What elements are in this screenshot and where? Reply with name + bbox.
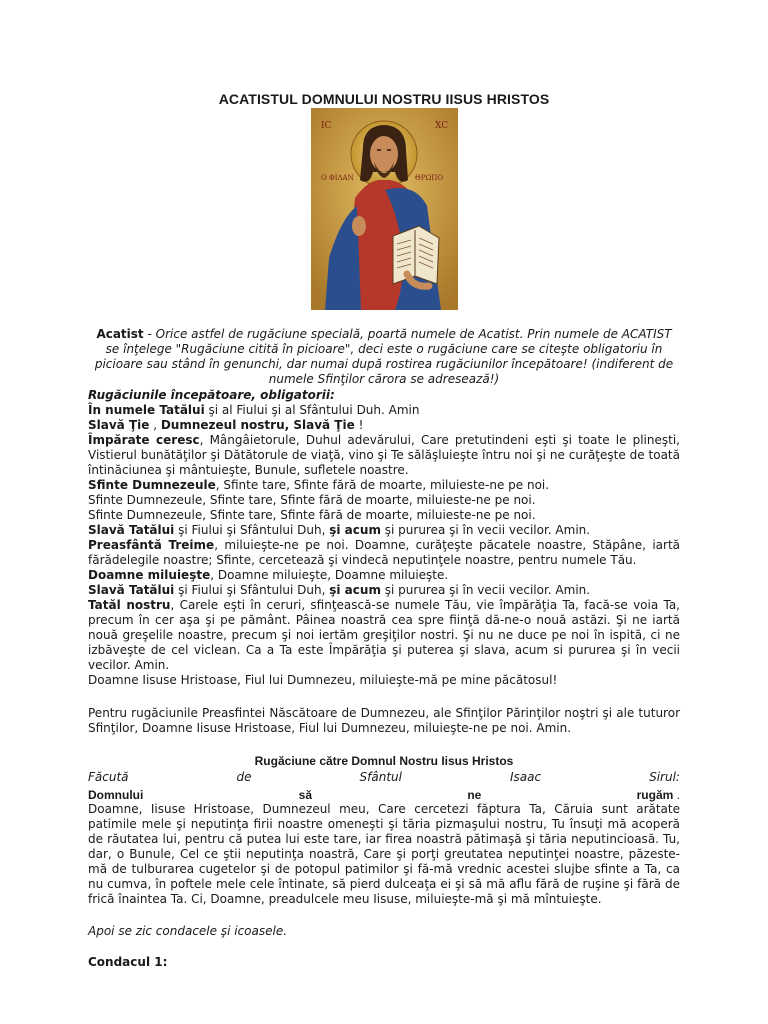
prayer-trisagion-3: Sfinte Dumnezeule, Sfinte tare, Sfinte fără de moarte, miluieste-ne pe noi. [88, 508, 536, 522]
inscription-right-label: ΘΡΩΠΟ [415, 174, 444, 182]
prayer-glory-2: Slavă Tatălui şi Fiului şi Sfântului Duh, şi acum şi pururea şi în vecii vecilor. Amin. [88, 583, 591, 597]
let-us-pray-line: Domnului să ne rugăm . [88, 788, 680, 802]
inscription-xc: XC [435, 121, 449, 131]
document-title: ACATISTUL DOMNULUI NOSTRU IISUS HRISTOS [218, 91, 550, 107]
prayers-heading: Rugăciunile începătoare, obligatorii: [88, 388, 335, 402]
prayer-line-1: În numele Tatălui şi al Fiului şi al Sfântului Duh. Amin [88, 403, 420, 417]
condacs-note: Apoi se zic condacele şi icoasele. [88, 924, 288, 938]
prayer-heavenly-king: Împărate ceresc, Mângâietorule, Duhul adevărului, Care pretutindeni eşti şi toate le plineşti, Vistierul bunătăţilor şi Dătătorule de viaţă, vino şi Te sălăşluieşte întru noi şi ne curăţeşte de toată întinăciunea şi mântuieşte, Bunule, sufletele noastre. [88, 433, 680, 477]
opening-prayers [88, 388, 680, 688]
prayer-holy-trinity: Preasfântă Treime, miluieşte-ne pe noi. Doamne, curăţeşte păcatele noastre, Stăpâne, iartă fărădelegile noastre; Sfinte, cercetează şi vindecă neputinţele noastre, pentru numele Tău. [88, 538, 681, 567]
prayer-line-2: Slavă Ţie , Dumnezeul nostru, Slavă Ţie ! [88, 418, 364, 432]
isaac-prayer-heading: Rugăciune către Domnul Nostru Iisus Hristos [254, 754, 514, 768]
icon-of-christ-image [311, 108, 458, 310]
intro-text: - Orice astfel de rugăciune specială, poartă numele de Acatist. Prin numele de ACATIST se înţelege "Rugăciune citită în picioare", deci este o rugăciune care se citeşte obligatoriu în picioare sau stând în genunchi, dar numai după rostirea rugăciunilor începătoare! (indiferent de numele Sfinţilor cărora se adresează!) [94, 327, 674, 386]
prayer-our-father: Tatăl nostru, Carele eşti în ceruri, sfinţească-se numele Tău, vie împărăţia Ta, facă-se voia Ta, precum în cer aşa şi pe pământ. Pâinea noastră cea spre fiinţă dă-ne-o nouă astăzi. Şi ne iartă nouă greşelile noastre, precum şi noi iertăm greşiţilor nostri. Şi nu ne duce pe noi în ispită, ci ne izbăveşte de cel viclean. Ca a Ta este Împărăţia şi puterea şi slava, acum si pururea şi în vecii vecilor. Amin. [88, 598, 680, 672]
blessing-hand [352, 216, 366, 236]
prayer-glory-1: Slavă Tatălui şi Fiului şi Sfântului Duh, şi acum şi pururea şi în vecii vecilor. Amin. [88, 523, 591, 537]
prayer-trisagion-2: Sfinte Dumnezeule, Sfinte tare, Sfinte fără de moarte, miluieste-ne pe noi. [88, 493, 536, 507]
prayer-lord-have-mercy: Doamne miluieşte, Doamne miluieşte, Doamne miluieşte. [88, 568, 449, 582]
intercession-paragraph: Pentru rugăciunile Preasfintei Născătoare de Dumnezeu, ale Sfinţilor Părinţilor noştri şi ale tuturor Sfinţilor, Doamne Iisuse Hristoase, Fiul lui Dumnezeu, miluieşte-ne pe noi. Amin. [88, 706, 680, 735]
inscription-left-label: O ΦΙΛΑΝ [321, 174, 354, 182]
inscription-ic: IC [321, 121, 332, 131]
made-by-line: Făcută de Sfântul Isaac Sirul: [88, 770, 680, 784]
isaac-prayer-body: Doamne, Iisuse Hristoase, Dumnezeul meu, Care cercetezi făptura Ta, Căruia sunt arătate patimile mele şi neputinţa firii noastre omeneşti şi tăria pizmaşului nostru, Tu însuţi mă acoperă de răutatea lui, pentru că putea lui este tare, iar firea noastră pătimaşă şi tăria neputincioasă. Tu, dar, o Bunule, Cel ce ştii neputinţa noastră, Care şi porţi greutatea neputinţei noastre, păzeste-mă de tulburarea cugetelor şi de potopul patimilor şi fă-mă vrednic acestei slujbe sfinte a Ta, ca nu cumva, în poftele mele cele întinate, să pierd dulceaţa ei şi să mă aflu fără de ruşine şi fără de frică înaintea Ta. Ci, Doamne, preadulcele meu Iisuse, miluieşte-mă şi mă mîntuieşte. [88, 802, 680, 906]
prayer-trisagion-1: Sfinte Dumnezeule, Sfinte tare, Sfinte fără de moarte, miluieste-ne pe noi. [88, 478, 550, 492]
face [370, 136, 398, 172]
intro-lead: Acatist [96, 327, 144, 341]
intro-paragraph [88, 327, 680, 387]
condac-1-heading: Condacul 1: [88, 955, 168, 969]
prayer-jesus-prayer: Doamne Iisuse Hristoase, Fiul lui Dumnezeu, miluieşte-mă pe mine păcătosul! [88, 673, 558, 687]
